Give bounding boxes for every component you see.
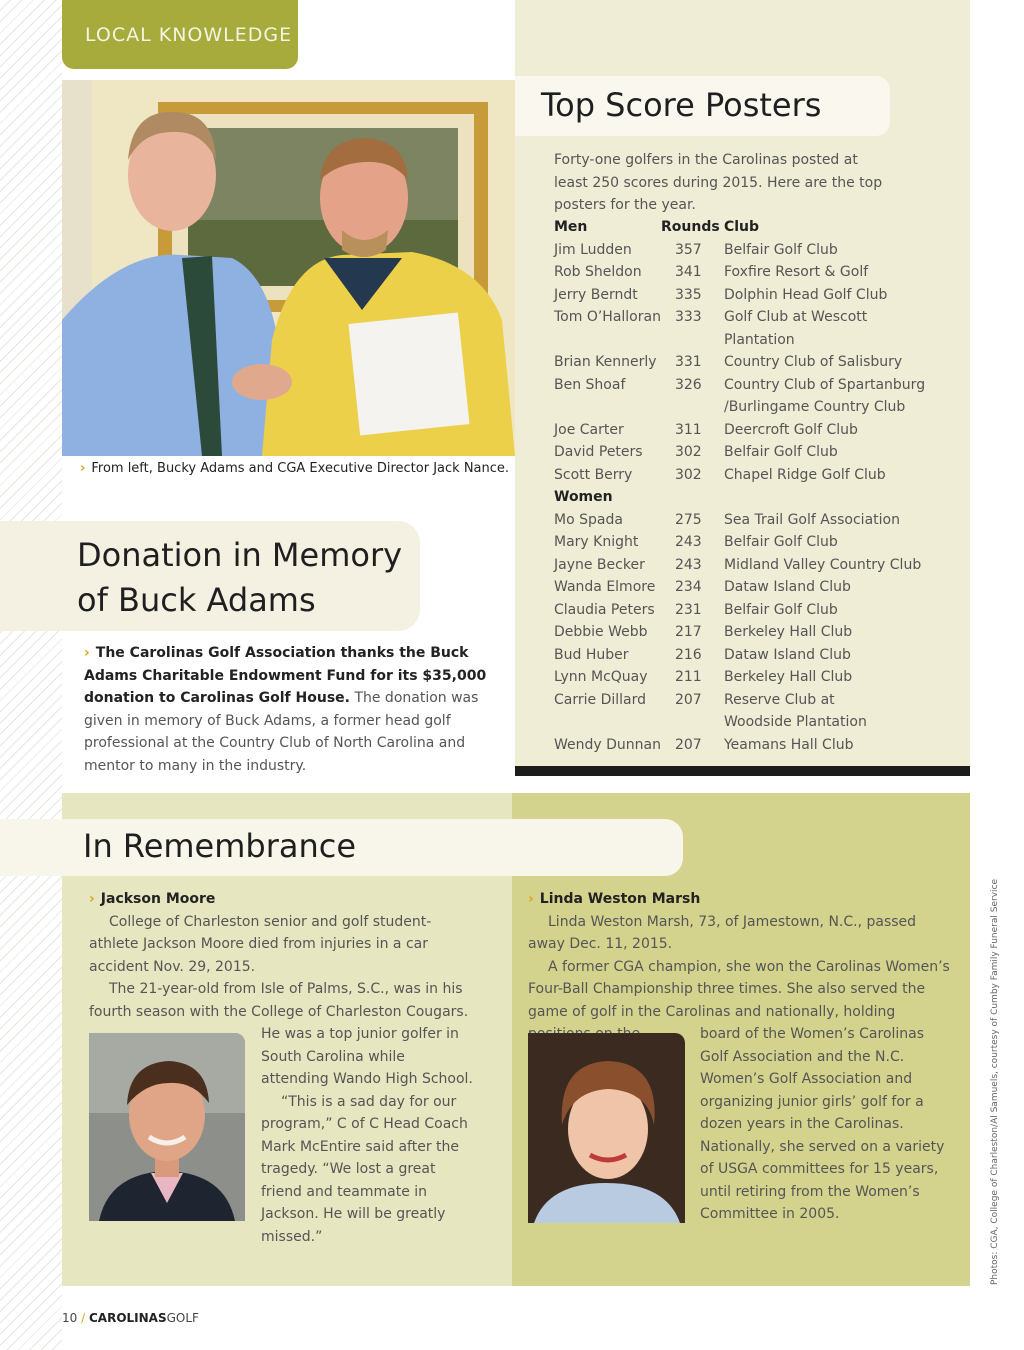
rounds-count: 335	[674, 286, 702, 303]
club-name: Dataw Island Club	[723, 646, 851, 663]
club-name: Midland Valley Country Club	[723, 556, 922, 573]
table-row	[554, 464, 925, 487]
club-name: Yeamans Hall Club	[723, 736, 854, 753]
magazine-name-bold: CAROLINAS	[88, 1311, 167, 1325]
jackson-heading	[89, 888, 469, 911]
golfer-name: Mo Spada	[554, 511, 623, 528]
club-name: Sea Trail Golf Association	[723, 511, 900, 528]
rounds-count: 333	[674, 309, 702, 325]
club-name: Belfair Golf Club	[723, 534, 838, 550]
rounds-count: 275	[674, 511, 702, 528]
golfer-name: Lynn McQuay	[554, 669, 648, 685]
linda-p3: board of the Women’s Carolinas Golf Association and the N.C. Women’s Golf Association and organizing junior girls’ golf for a dozen years in the Carolinas. Nationally, she served on a variety of USGA committees for 15 years, until retiring from the Women’s Committee in 2005.	[700, 1026, 945, 1222]
linda-p2: A former CGA champion, she won the Carolinas Women’s Four-Ball Championship three times. She also served the game of golf in the Carolinas and nationally, holding	[528, 958, 950, 1020]
portrait-illustration	[528, 1033, 685, 1223]
rounds-count: 326	[674, 376, 702, 393]
table-row-continued	[554, 329, 925, 352]
table-row	[554, 351, 925, 374]
photo-adams-nance	[62, 80, 515, 456]
photo-caption	[80, 461, 510, 476]
section-tab	[62, 0, 298, 69]
club-name: Chapel Ridge Golf Club	[723, 466, 886, 483]
chevron-right-icon: ›	[80, 461, 86, 476]
section-tab-label: LOCAL KNOWLEDGE	[85, 24, 293, 46]
table-row	[554, 576, 925, 599]
golfer-name: Rob Sheldon	[554, 264, 642, 280]
rounds-count: 211	[674, 669, 702, 685]
jackson-p3: He was a top junior golfer in South Carolina while attending Wando High School.	[261, 1026, 473, 1087]
portrait-illustration	[89, 1033, 245, 1221]
magazine-name-rest: GOLF	[166, 1311, 199, 1325]
golfer-name: Joe Carter	[554, 421, 624, 438]
linda-name: Linda Weston Marsh	[539, 891, 701, 907]
rounds-count: 231	[674, 601, 702, 618]
golfer-name: Bud Huber	[554, 646, 629, 663]
table-row-continued	[554, 711, 925, 734]
golfer-name: David Peters	[554, 444, 643, 460]
women-label: Women	[554, 489, 613, 505]
donation-title-line1: Donation in Memory	[77, 536, 403, 574]
table-row	[554, 306, 925, 329]
golfer-name: Scott Berry	[554, 466, 633, 483]
col-men: Men	[554, 219, 588, 235]
top-score-title: Top Score Posters	[541, 86, 822, 124]
col-rounds: Rounds	[660, 219, 720, 235]
rounds-count: 331	[674, 354, 702, 370]
chevron-right-icon: ›	[89, 891, 95, 907]
donation-title	[77, 533, 402, 623]
table-header-row	[554, 216, 925, 239]
table-row	[554, 734, 925, 757]
golfer-name: Mary Knight	[554, 534, 639, 550]
club-name: Belfair Golf Club	[723, 601, 838, 618]
table-row	[554, 644, 925, 667]
golfer-name: Carrie Dillard	[554, 691, 646, 708]
rounds-count: 243	[674, 534, 702, 550]
photo-jackson-moore	[89, 1033, 245, 1221]
linda-marsh-article-cont	[700, 1023, 956, 1226]
panel-bottom-rule	[515, 766, 970, 776]
rounds-count: 234	[674, 579, 702, 595]
handshake-photo-illustration	[62, 80, 515, 456]
club-name: Dataw Island Club	[723, 579, 851, 595]
table-row	[554, 689, 925, 712]
photo-linda-weston-marsh	[528, 1033, 685, 1223]
table-row-continued	[554, 396, 925, 419]
linda-marsh-article	[528, 888, 953, 1046]
table-row	[554, 239, 925, 262]
club-name: Dolphin Head Golf Club	[723, 286, 888, 303]
golfer-name: Tom O’Halloran	[554, 309, 661, 325]
jackson-p2: The 21-year-old from Isle of Palms, S.C., was in his fourth season with the College of Charleston Cougars.	[89, 981, 469, 1020]
linda-heading	[528, 888, 953, 911]
club-name: Golf Club at Wescott	[723, 309, 868, 325]
rounds-count: 302	[674, 466, 702, 483]
table-row	[554, 621, 925, 644]
rounds-count: 357	[674, 241, 702, 258]
club-name-cont: /Burlingame Country Club	[723, 399, 906, 415]
club-name: Berkeley Hall Club	[723, 669, 853, 685]
jackson-p1: College of Charleston senior and golf student-athlete Jackson Moore died from injuries in a car accident Nov. 29, 2015.	[89, 913, 432, 975]
golfer-name: Brian Kennerly	[554, 354, 657, 370]
remembrance-title: In Remembrance	[83, 827, 357, 865]
golfer-name: Wendy Dunnan	[554, 736, 661, 753]
table-row	[554, 666, 925, 689]
club-name: Country Club of Salisbury	[723, 354, 903, 370]
table-row	[554, 284, 925, 307]
top-score-intro: Forty-one golfers in the Carolinas posted at least 250 scores during 2015. Here are the top posters for the year.	[554, 152, 883, 213]
page-margin-hatch	[0, 0, 62, 1350]
table-row	[554, 509, 925, 532]
golfer-name: Debbie Webb	[554, 624, 648, 640]
golfer-name: Jerry Berndt	[554, 286, 638, 303]
golfer-name: Ben Shoaf	[554, 376, 626, 393]
table-row	[554, 531, 925, 554]
jackson-moore-article-cont	[261, 1023, 476, 1248]
donation-lead: The Carolinas Golf Association thanks the Buck Adams Charitable Endowment Fund for its $35,000 donation to Carolinas Golf House.	[84, 645, 487, 706]
club-name: Foxfire Resort & Golf	[723, 264, 869, 280]
rounds-count: 207	[674, 736, 702, 753]
club-name: Belfair Golf Club	[723, 444, 838, 460]
golfer-name: Claudia Peters	[554, 601, 655, 618]
col-club: Club	[723, 219, 760, 235]
photo-caption-text: From left, Bucky Adams and CGA Executive Director Jack Nance.	[91, 461, 510, 476]
rounds-count: 341	[674, 264, 702, 280]
donation-title-line2: of Buck Adams	[77, 581, 316, 619]
club-name-cont: Plantation	[723, 331, 795, 348]
jackson-moore-article	[89, 888, 469, 1023]
rounds-count: 207	[674, 691, 702, 708]
table-row	[554, 554, 925, 577]
top-score-header	[515, 76, 890, 136]
rounds-count: 311	[674, 421, 702, 438]
club-name: Country Club of Spartanburg	[723, 376, 926, 393]
club-name: Deercroft Golf Club	[723, 421, 858, 438]
table-row	[554, 441, 925, 464]
jackson-p4: “This is a sad day for our program,” C of C Head Coach Mark McEntire said after the tragedy. “We lost a great friend and teammate in Jackson. He will be greatly missed.”	[261, 1093, 468, 1245]
golfer-name: Jim Ludden	[554, 241, 632, 258]
donation-text: The donation was given in memory of Buck Adams, a former head golf professional at the Country Club of North Carolina and mentor to many in the industry.	[84, 690, 479, 774]
chevron-right-icon: ›	[528, 891, 534, 907]
rounds-count: 302	[674, 444, 702, 460]
club-name-cont: Woodside Plantation	[723, 714, 867, 730]
rounds-count: 216	[674, 646, 702, 663]
club-name: Belfair Golf Club	[723, 241, 838, 258]
table-row	[554, 419, 925, 442]
club-name: Reserve Club at	[723, 691, 835, 708]
table-row	[554, 374, 925, 397]
page-folio	[62, 1311, 199, 1325]
page-number: 10	[62, 1311, 78, 1325]
golfer-name: Jayne Becker	[554, 556, 645, 573]
donation-header	[0, 521, 420, 631]
remembrance-header	[0, 819, 683, 876]
women-header-row	[554, 486, 925, 509]
club-name: Berkeley Hall Club	[723, 624, 853, 640]
rounds-count: 217	[674, 624, 702, 640]
top-score-table	[554, 216, 925, 756]
table-row	[554, 599, 925, 622]
rounds-count: 243	[674, 556, 702, 573]
linda-p1: Linda Weston Marsh, 73, of Jamestown, N.C., passed away Dec. 11, 2015.	[528, 913, 917, 952]
jackson-name: Jackson Moore	[100, 891, 216, 907]
table-row	[554, 261, 925, 284]
folio-separator: /	[81, 1311, 86, 1325]
photo-credit: Photos: CGA, College of Charleston/Al Samuels, courtesy of Cumby Family Funeral Service	[990, 878, 1000, 1285]
golfer-name: Wanda Elmore	[554, 579, 656, 595]
donation-body	[84, 642, 499, 777]
chevron-right-icon: ›	[84, 645, 90, 661]
